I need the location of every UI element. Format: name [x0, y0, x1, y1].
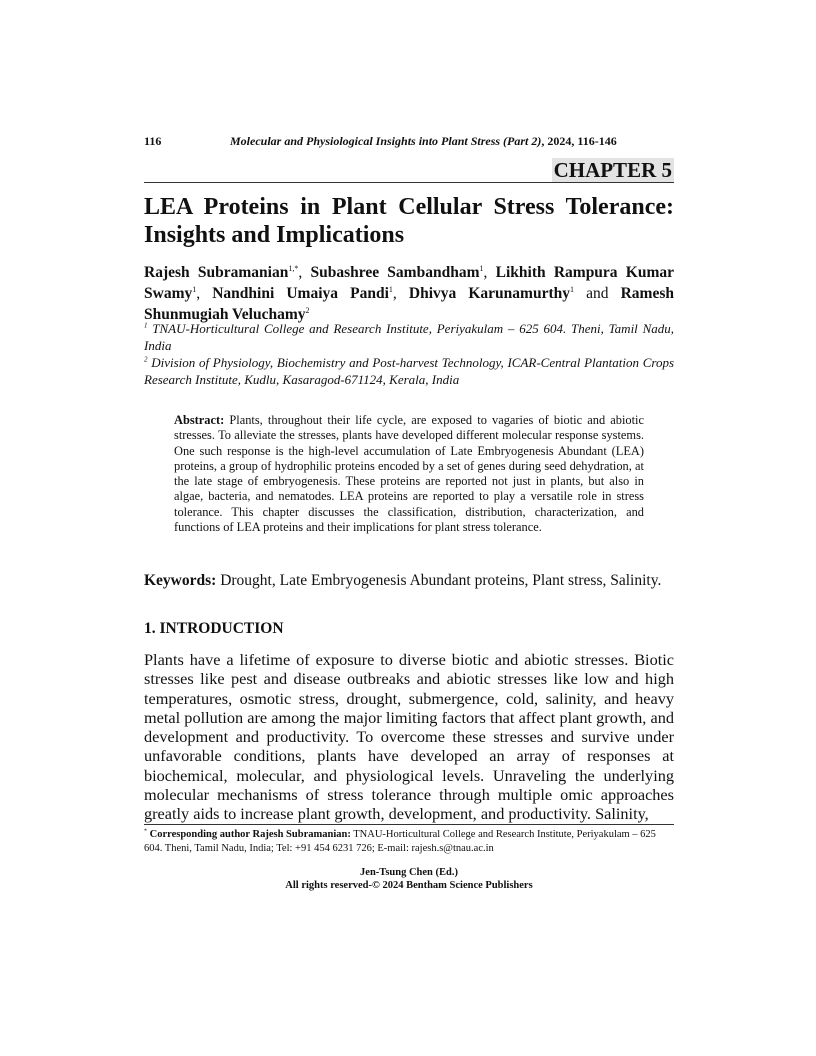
chapter-label: CHAPTER 5 [553, 158, 672, 182]
affiliation-mark: 1 [144, 321, 148, 330]
author-list [144, 262, 674, 325]
author-separator: , [392, 285, 409, 302]
intro-paragraph: Plants have a lifetime of exposure to diverse biotic and abiotic stresses. Biotic stresses like pest and disease outbreaks and abiotic stresses like low and high temperatures, osmotic stress, drought, submergence, cold, salinity, and heavy metal pollution are among the major limiting factors that affect plant growth, and development and productivity. To overcome these stresses and survive under unfavorable conditions, plants have developed an array of responses at biochemical, molecular, and physiological levels. Unraveling the underlying molecular mechanisms of stress tolerance through multiple omic approaches greatly aids to increase plant growth, development, and productivity. Salinity, [144, 650, 674, 824]
author-name: Likhith Rampura Kumar Swamy [144, 264, 675, 302]
paper-title [144, 193, 674, 249]
affiliation-text: Division of Physiology, Biochemistry and Post-harvest Technology, ICAR-Central Plantation Crops Research Institute, Kudlu, Kasaragod-671124, Kerala, India [144, 355, 675, 387]
author-name: Rajesh Subramanian [144, 264, 289, 281]
footnote-mark: * [144, 828, 147, 835]
abstract-label: Abstract: [174, 413, 225, 427]
affiliation-1 [144, 320, 674, 354]
author-separator: and [574, 285, 621, 302]
title-line-1: LEA Proteins in Plant Cellular Stress Tolerance: [144, 194, 674, 220]
abstract-text: Plants, throughout their life cycle, are exposed to vagaries of biotic and abiotic stresses. To alleviate the stresses, plants have developed different molecular response systems. One such response is the high-level accumulation of Late Embryogenesis Abundant (LEA) proteins, a group of hydrophilic proteins encoded by a set of genes during seed dehydration, at the late stage of embryogenesis. These proteins are reported not just in plants, but also in algae, bacteria, and nematodes. LEA proteins are reported to play a versatile role in stress tolerance. This chapter discusses the classification, distribution, characterization, and functions of LEA proteins and their implications for plant stress tolerance. [174, 413, 644, 535]
author-affiliation-mark: 1 [479, 263, 484, 273]
page-number: 116 [144, 134, 162, 148]
author-affiliation-mark: 1,* [288, 263, 299, 273]
author-name: Dhivya Karunamurthy [408, 285, 570, 302]
footnote-rule [144, 824, 674, 825]
author-affiliation-mark: 2 [305, 305, 310, 315]
footnote [144, 828, 674, 855]
author-separator: , [483, 264, 496, 281]
year-pages: , 2024, 116-146 [541, 134, 617, 148]
author-name: Nandhini Umaiya Pandi [212, 285, 389, 302]
affiliation-mark: 2 [144, 355, 148, 364]
author-affiliation-mark: 1 [192, 284, 197, 294]
journal-citation [230, 134, 617, 149]
author-separator: , [298, 264, 311, 281]
editor-line: Jen-Tsung Chen (Ed.) [360, 867, 458, 878]
footnote-label: Corresponding author Rajesh Subramanian: [149, 829, 351, 840]
journal-title: Molecular and Physiological Insights into Plant Stress (Part 2) [230, 134, 542, 148]
publisher-block [144, 866, 674, 892]
keywords [144, 571, 674, 591]
copyright-line: All rights reserved-© 2024 Bentham Science Publishers [285, 880, 533, 891]
abstract [174, 413, 644, 535]
footnote-text: TNAU-Horticultural College and Research Institute, Periyakulam – 625 604. Theni, Tamil Nadu, India; Tel: +91 454 6231 726; E-mail: rajesh.s@tnau.ac.in [144, 829, 656, 854]
affiliation-text: TNAU-Horticultural College and Research Institute, Periyakulam – 625 604. Theni, Tamil Nadu, India [144, 321, 674, 353]
author-affiliation-mark: 1 [570, 284, 574, 294]
keywords-text: Drought, Late Embryogenesis Abundant proteins, Plant stress, Salinity. [220, 572, 662, 589]
title-line-2: Insights and Implications [144, 222, 405, 248]
author-name: Subashree Sambandham [310, 264, 480, 281]
section-heading: 1. INTRODUCTION [144, 620, 284, 637]
keywords-label: Keywords: [144, 572, 217, 589]
author-affiliation-mark: 1 [388, 284, 393, 294]
author-separator: , [196, 285, 213, 302]
header-rule [144, 182, 674, 183]
author-name: Ramesh Shunmugiah Veluchamy [144, 285, 674, 323]
affiliation-2 [144, 354, 674, 388]
